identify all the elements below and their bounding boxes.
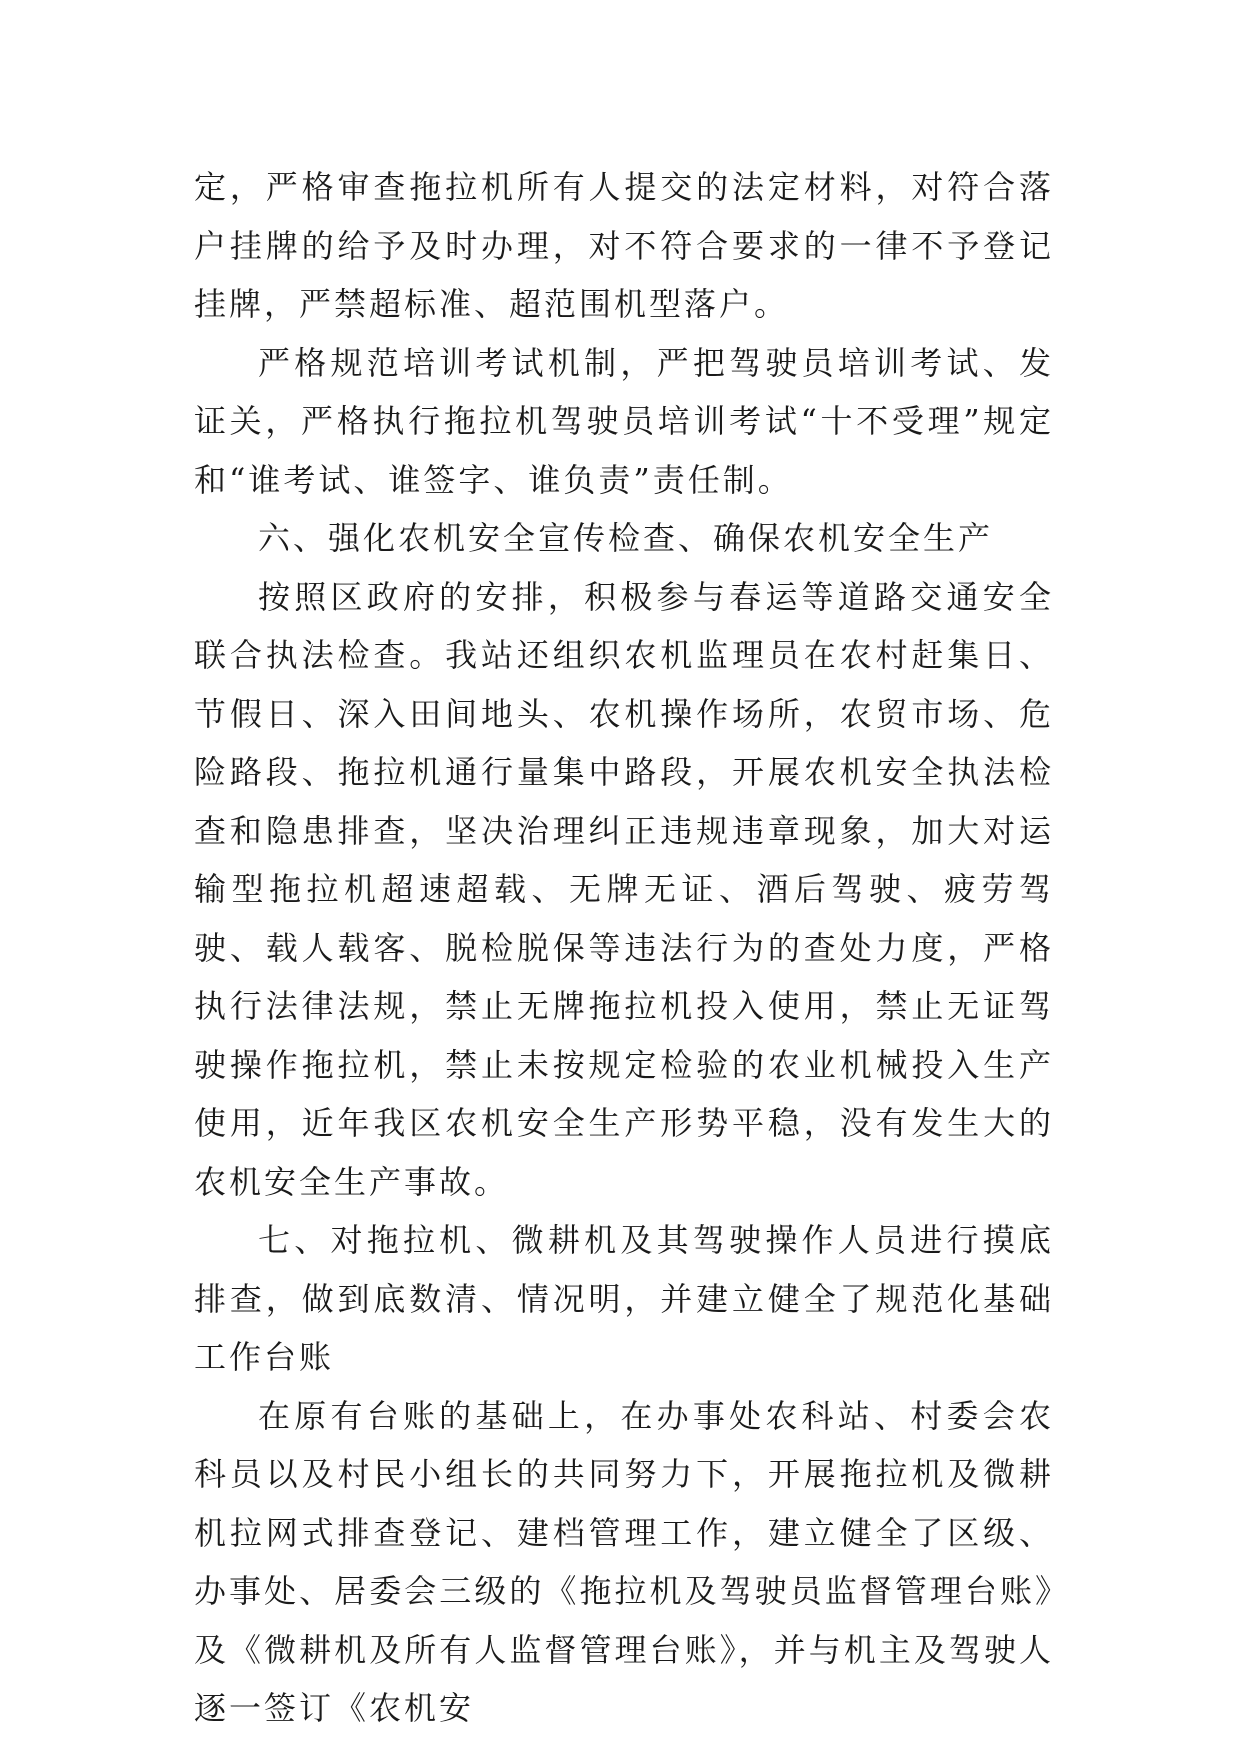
paragraph-continuation: 定，严格审查拖拉机所有人提交的法定材料，对符合落户挂牌的给予及时办理，对不符合要求的一律不予登记挂牌，严禁超标准、超范围机型落户。: [194, 168, 1054, 323]
section-heading-six: 六、强化农机安全宣传检查、确保农机安全生产: [258, 519, 994, 557]
document-body: [194, 158, 1054, 1738]
section-heading-seven: 七、对拖拉机、微耕机及其驾驶操作人员进行摸底排查，做到底数清、情况明，并建立健全了规范化基础工作台账: [194, 1221, 1054, 1376]
paragraph-safety-inspection: 按照区政府的安排，积极参与春运等道路交通安全联合执法检查。我站还组织农机监理员在农村赶集日、节假日、深入田间地头、农机操作场所，农贸市场、危险路段、拖拉机通行量集中路段，开展农机安全执法检查和隐患排查，坚决治理纠正违规违章现象，加大对运输型拖拉机超速超载、无牌无证、酒后驾驶、疲劳驾驶、载人载客、脱检脱保等违法行为的查处力度，严格执行法律法规，禁止无牌拖拉机投入使用，禁止无证驾驶操作拖拉机，禁止未按规定检验的农业机械投入生产使用，近年我区农机安全生产形势平稳，没有发生大的农机安全生产事故。: [194, 577, 1054, 1201]
paragraph-training-exam: 严格规范培训考试机制，严把驾驶员培训考试、发证关，严格执行拖拉机驾驶员培训考试“十不受理”规定和“谁考试、谁签字、谁负责”责任制。: [194, 343, 1054, 499]
paragraph-ledger: 在原有台账的基础上，在办事处农科站、村委会农科员以及村民小组长的共同努力下，开展拖拉机及微耕机拉网式排查登记、建档管理工作，建立健全了区级、办事处、居委会三级的《拖拉机及驾驶员监督管理台账》及《微耕机及所有人监督管理台账》，并与机主及驾驶人逐一签订《农机安: [194, 1396, 1054, 1727]
